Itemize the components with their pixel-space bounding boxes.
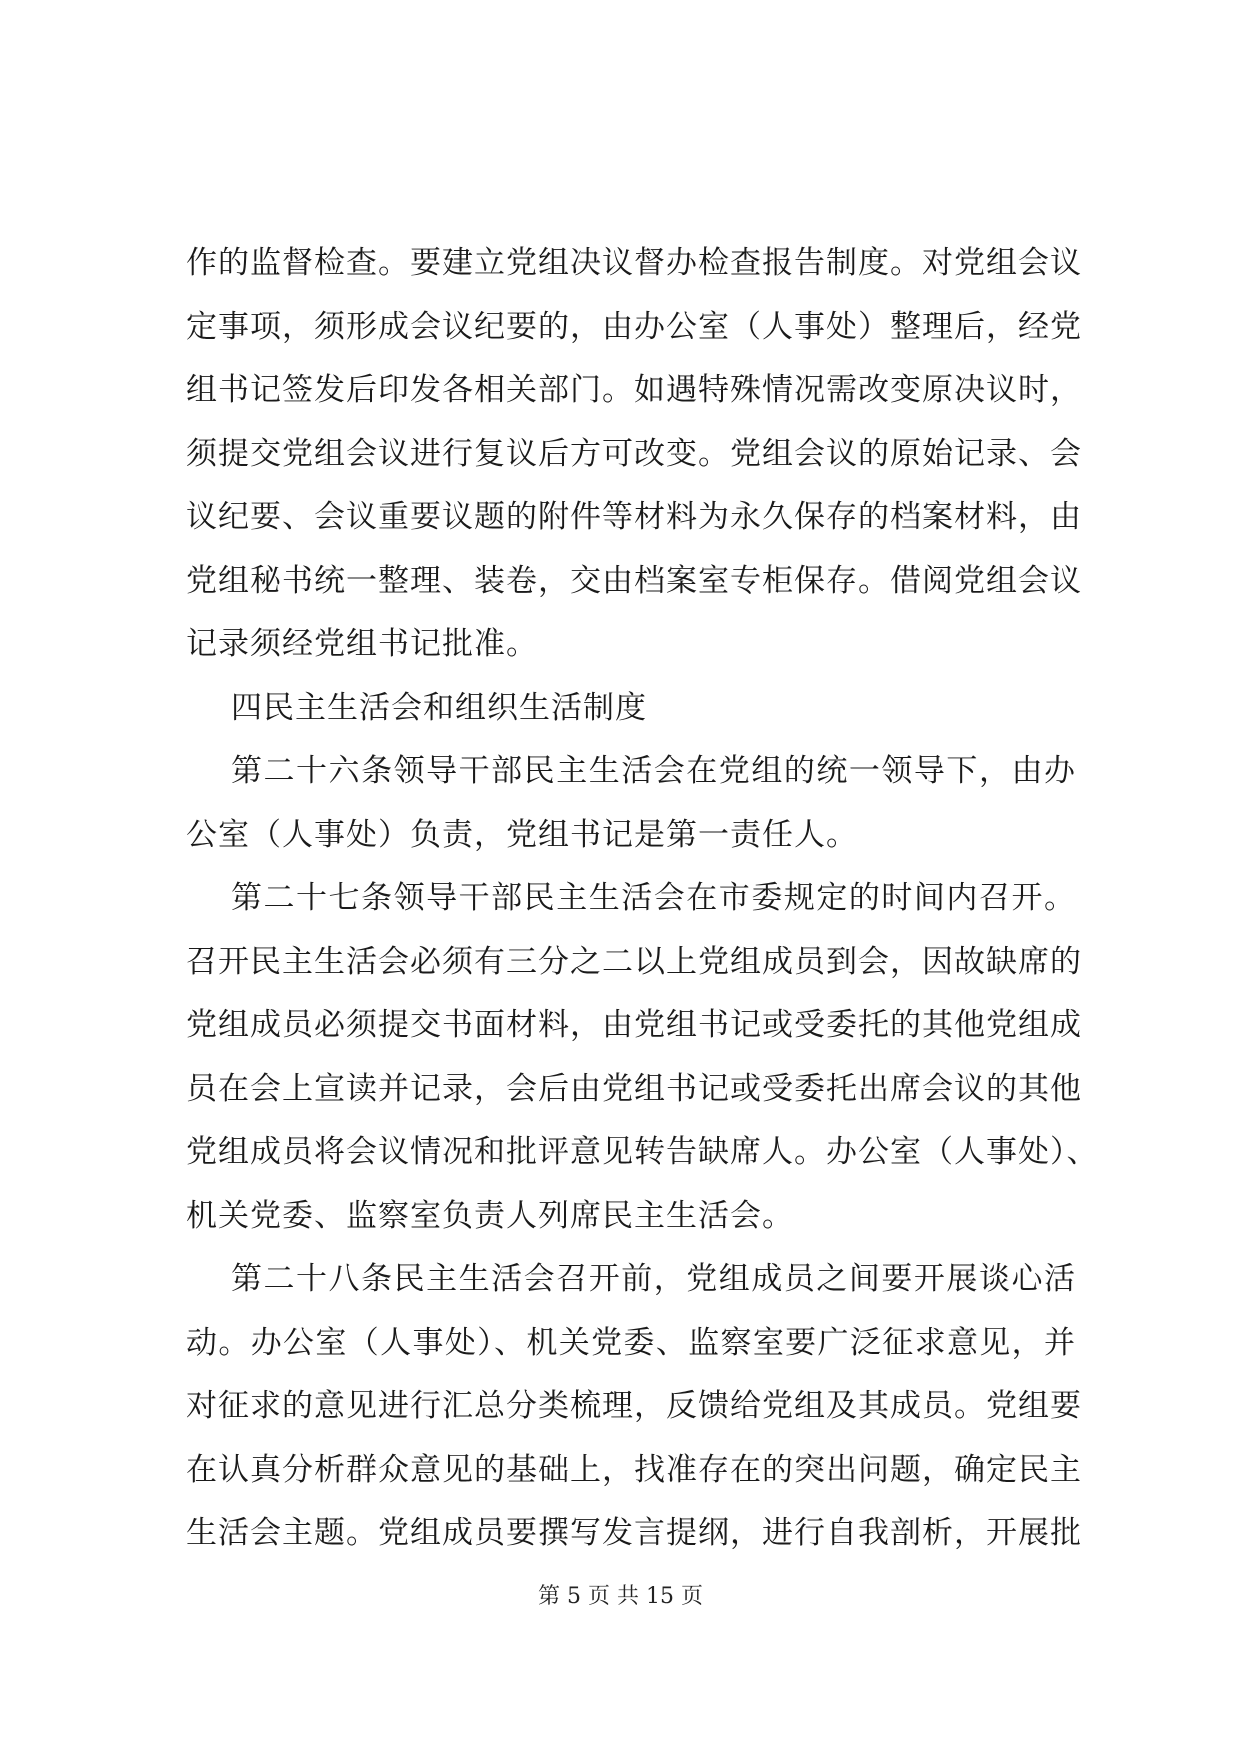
text-line: 党组秘书统一整理、装卷，交由档案室专柜保存。借阅党组会议 bbox=[186, 562, 1082, 599]
document-body bbox=[186, 232, 1099, 1566]
text-line: 党组成员必须提交书面材料，由党组书记或受委托的其他党组成 bbox=[186, 1007, 1082, 1043]
text-line: 员在会上宣读并记录，会后由党组书记或受委托出席会议的其他 bbox=[186, 1070, 1082, 1107]
text-line: 动。办公室（人事处）、机关党委、监察室要广泛征求意见，并 bbox=[186, 1324, 1076, 1361]
text-line: 议纪要、会议重要议题的附件等材料为永久保存的档案材料，由 bbox=[186, 499, 1082, 535]
text-line: 作的监督检查。要建立党组决议督办检查报告制度。对党组会议 bbox=[186, 245, 1082, 281]
text-line: 召开民主生活会必须有三分之二以上党组成员到会，因故缺席的 bbox=[186, 943, 1082, 980]
page-number-footer: 第 5 页 共 15 页 bbox=[538, 1584, 703, 1609]
text-line: 定事项，须形成会议纪要的，由办公室（人事处）整理后，经党 bbox=[186, 308, 1082, 345]
text-line: 记录须经党组书记批准。 bbox=[186, 626, 538, 662]
section-heading: 四民主生活会和组织生活制度 bbox=[231, 689, 647, 726]
text-line: 党组成员将会议情况和批评意见转告缺席人。办公室（人事处）、 bbox=[186, 1134, 1099, 1170]
text-line: 第二十八条民主生活会召开前，党组成员之间要开展谈心活 bbox=[231, 1261, 1076, 1297]
text-line: 组书记签发后印发各相关部门。如遇特殊情况需改变原决议时， bbox=[186, 372, 1082, 408]
text-line: 公室（人事处）负责，党组书记是第一责任人。 bbox=[186, 816, 858, 853]
text-line: 对征求的意见进行汇总分类梳理，反馈给党组及其成员。党组要 bbox=[186, 1388, 1082, 1424]
text-line: 第二十七条领导干部民主生活会在市委规定的时间内召开。 bbox=[231, 880, 1076, 916]
text-line: 生活会主题。党组成员要撰写发言提纲，进行自我剖析，开展批 bbox=[186, 1515, 1082, 1551]
text-line: 第二十六条领导干部民主生活会在党组的统一领导下，由办 bbox=[231, 753, 1076, 789]
text-line: 须提交党组会议进行复议后方可改变。党组会议的原始记录、会 bbox=[186, 435, 1082, 472]
text-line: 机关党委、监察室负责人列席民主生活会。 bbox=[186, 1197, 794, 1234]
text-line: 在认真分析群众意见的基础上，找准存在的突出问题，确定民主 bbox=[186, 1451, 1082, 1488]
